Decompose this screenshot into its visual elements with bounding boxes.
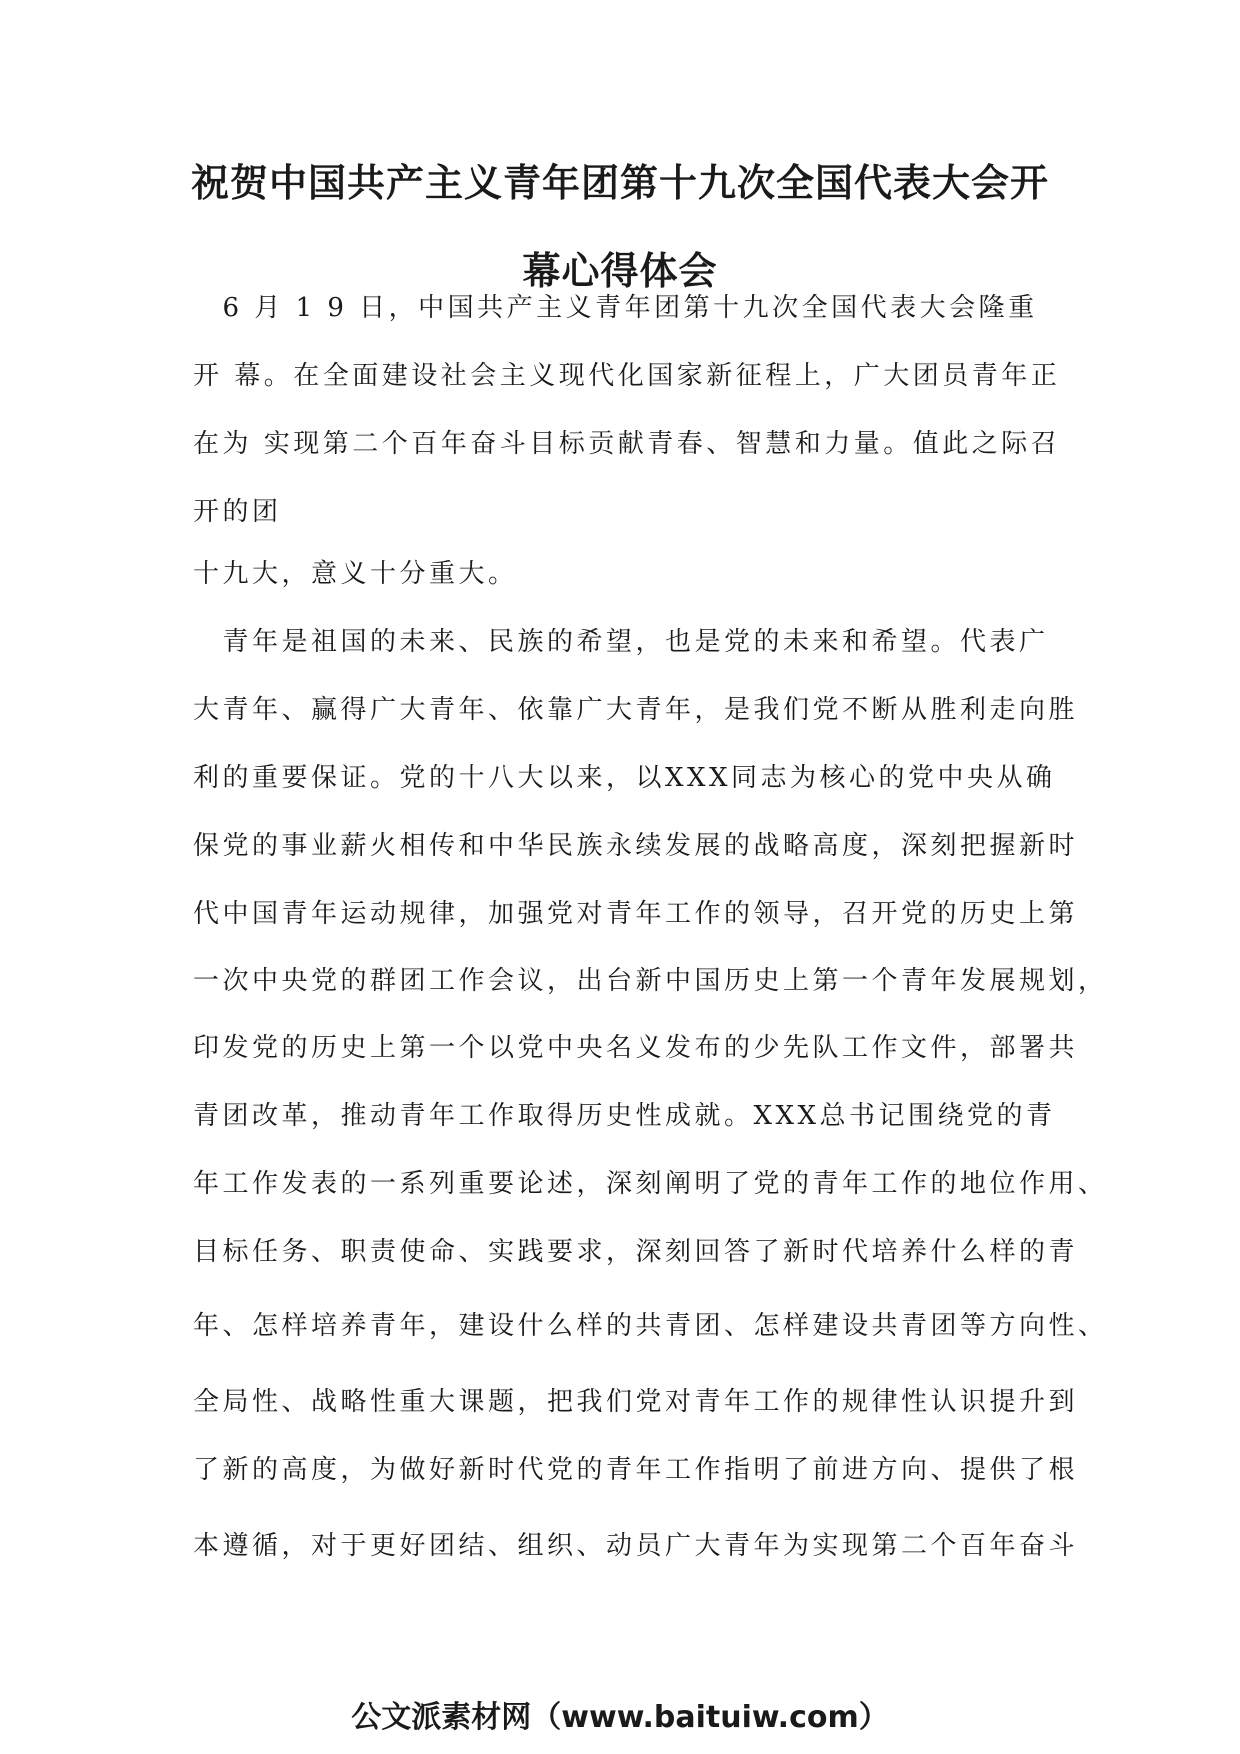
body-line: 年工作发表的一系列重要论述，深刻阐明了党的青年工作的地位作用、 <box>193 1169 1108 1199</box>
footer-source: 公文派素材网（www.baituiw.com） <box>351 1700 889 1735</box>
body-line: 利的重要保证。党的十八大以来，以XXX同志为核心的党中央从确 <box>193 763 1056 793</box>
body-line: 印发党的历史上第一个以党中央名义发布的少先队工作文件，部署共 <box>193 1033 1079 1063</box>
body-line: 本遵循，对于更好团结、组织、动员广大青年为实现第二个百年奋斗 <box>193 1531 1079 1561</box>
document-title-line-2: 幕心得体会 <box>522 249 718 293</box>
body-line: 保党的事业薪火相传和中华民族永续发展的战略高度，深刻把握新时 <box>193 831 1079 861</box>
body-line: 6 月 1 9 日，中国共产主义青年团第十九次全国代表大会隆重 <box>193 293 1038 323</box>
body-line: 开 幕。在全面建设社会主义现代化国家新征程上，广大团员青年正 <box>193 361 1061 391</box>
document-title-line-1: 祝贺中国共产主义青年团第十九次全国代表大会开 <box>190 161 1049 205</box>
body-line: 大青年、赢得广大青年、依靠广大青年，是我们党不断从胜利走向胜 <box>193 695 1079 725</box>
body-line: 年、怎样培养青年，建设什么样的共青团、怎样建设共青团等方向性、 <box>193 1311 1108 1341</box>
body-line: 开的团 <box>193 497 282 527</box>
body-line: 全局性、战略性重大课题，把我们党对青年工作的规律性认识提升到 <box>193 1387 1079 1417</box>
body-line: 青团改革，推动青年工作取得历史性成就。XXX总书记围绕党的青 <box>193 1101 1056 1131</box>
body-line: 一次中央党的群团工作会议，出台新中国历史上第一个青年发展规划， <box>193 966 1108 996</box>
body-line: 了新的高度，为做好新时代党的青年工作指明了前进方向、提供了根 <box>193 1455 1079 1485</box>
body-line: 青年是祖国的未来、民族的希望，也是党的未来和希望。代表广 <box>193 627 1049 657</box>
body-line: 十九大，意义十分重大。 <box>193 559 518 589</box>
body-line: 目标任务、职责使命、实践要求，深刻回答了新时代培养什么样的青 <box>193 1237 1079 1267</box>
body-line: 在为 实现第二个百年奋斗目标贡献青春、智慧和力量。值此之际召 <box>193 429 1061 459</box>
body-line: 代中国青年运动规律，加强党对青年工作的领导，召开党的历史上第 <box>193 899 1079 929</box>
